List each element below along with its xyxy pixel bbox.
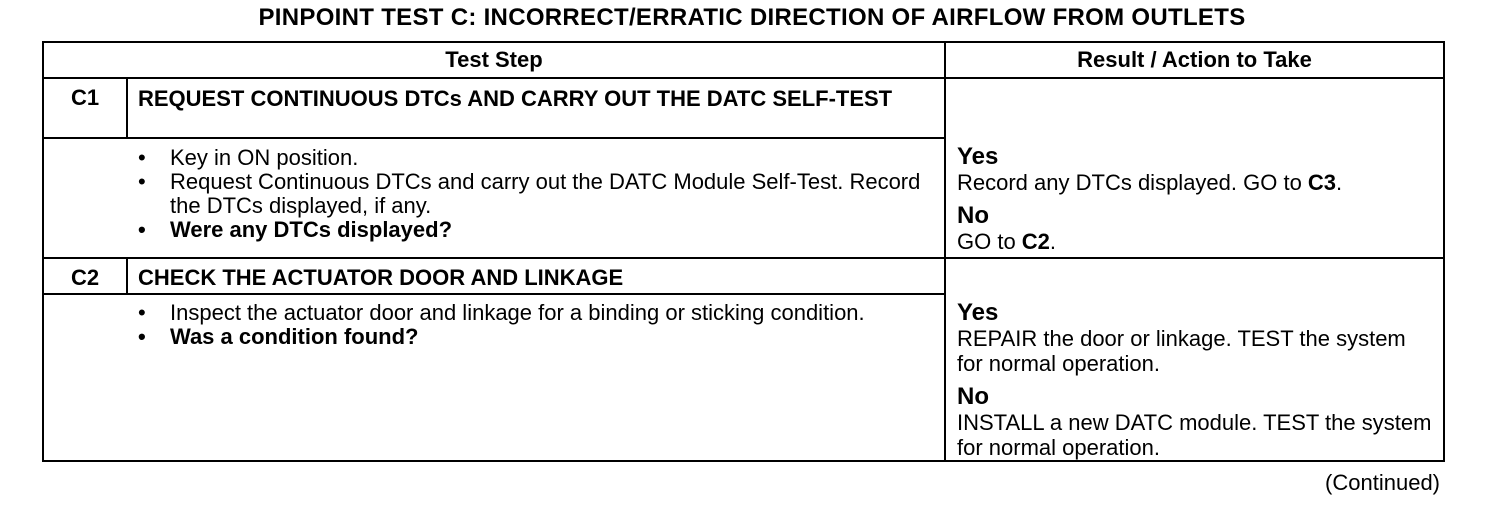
step-title-rule xyxy=(44,137,946,139)
step-bullets xyxy=(128,146,928,242)
no-action: GO to C2. xyxy=(957,229,1057,254)
step-separator-rule xyxy=(44,257,1443,259)
bullet-item: • Key in ON position. xyxy=(138,145,359,170)
step-id-divider xyxy=(126,259,128,295)
step-id: C2 xyxy=(70,265,100,290)
bullet-item: • Request Continuous DTCs and carry out the DATC Module Self-Test. Record the DTCs displayed, if any. xyxy=(138,169,921,218)
yes-action: Record any DTCs displayed. GO to C3. xyxy=(957,170,1343,195)
step-title: REQUEST CONTINUOUS DTCs AND CARRY OUT THE DATC SELF-TEST xyxy=(138,86,893,111)
step-bullets xyxy=(128,301,888,349)
header-result: Result / Action to Take xyxy=(1077,47,1312,72)
yes-action: REPAIR the door or linkage. TEST the system for normal operation. xyxy=(957,326,1406,376)
no-label: No xyxy=(957,202,989,229)
step-title-rule xyxy=(44,293,946,295)
no-action: INSTALL a new DATC module. TEST the system for normal operation. xyxy=(957,410,1432,460)
result-block xyxy=(957,300,1437,460)
header-rule xyxy=(44,77,1443,79)
result-block xyxy=(957,144,1437,254)
bullet-item: • Inspect the actuator door and linkage for a binding or sticking condition. xyxy=(138,300,865,325)
pinpoint-test-table xyxy=(42,41,1445,462)
header-test-step: Test Step xyxy=(445,47,543,72)
page-title: PINPOINT TEST C: INCORRECT/ERRATIC DIRECTION OF AIRFLOW FROM OUTLETS xyxy=(258,4,1246,31)
bullet-question: • Was a condition found? xyxy=(138,324,419,349)
yes-label: Yes xyxy=(957,299,999,326)
column-divider xyxy=(944,43,946,460)
bullet-question: • Were any DTCs displayed? xyxy=(138,217,453,242)
continued-note: (Continued) xyxy=(1325,470,1440,495)
step-title: CHECK THE ACTUATOR DOOR AND LINKAGE xyxy=(138,265,624,290)
no-label: No xyxy=(957,383,989,410)
yes-label: Yes xyxy=(957,143,999,170)
step-id-divider xyxy=(126,79,128,139)
step-id: C1 xyxy=(70,85,100,110)
